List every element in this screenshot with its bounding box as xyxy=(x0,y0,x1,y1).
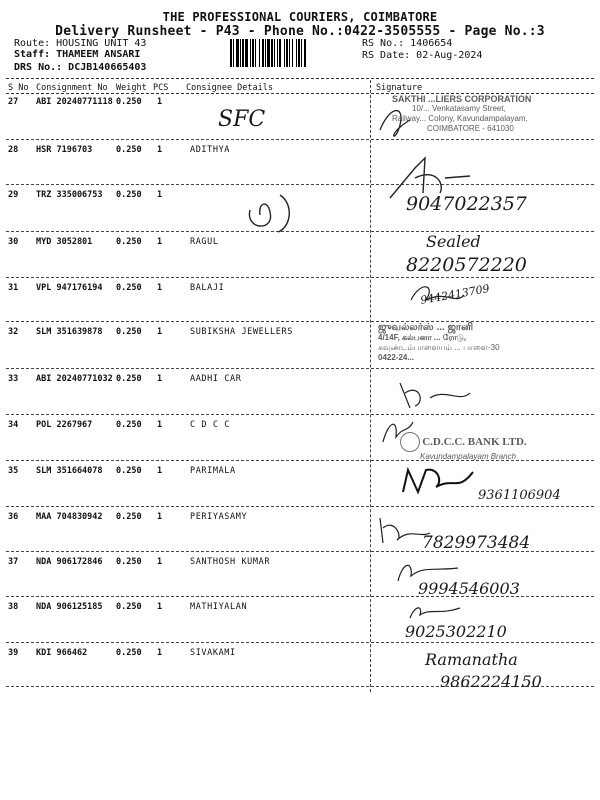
row-weight: 0.250 xyxy=(116,145,142,155)
row-pcs: 1 xyxy=(157,420,163,430)
row-consignment: SLM 351664078 xyxy=(36,466,103,476)
handwritten-phone-36: 7829973484 xyxy=(422,533,531,553)
squiggle-29 xyxy=(240,190,300,235)
staff-label: Staff: THAMEEM ANSARI xyxy=(14,49,141,60)
col-header-pcs: PCS xyxy=(153,83,169,93)
row-sno: 38 xyxy=(8,602,19,612)
row-weight: 0.250 xyxy=(116,327,142,337)
stamp-line: SAKTHI ...LIERS CORPORATION xyxy=(392,94,532,104)
row-consignee: PARIMALA xyxy=(190,466,236,476)
col-header-details: Consignee Details xyxy=(186,83,273,93)
row-consignee: AADHI CAR xyxy=(190,374,242,384)
row-consignee: RAGUL xyxy=(190,237,219,247)
row-consignment: MYD 3052801 xyxy=(36,237,93,247)
handwritten-phone-37: 9994546003 xyxy=(418,579,520,598)
handwritten-phone-29: 9047022357 xyxy=(406,193,527,215)
row-divider xyxy=(6,321,594,322)
row-sno: 37 xyxy=(8,557,19,567)
row-pcs: 1 xyxy=(157,327,163,337)
row-consignee: BALAJI xyxy=(190,283,225,293)
row-weight: 0.250 xyxy=(116,602,142,612)
row-sno: 30 xyxy=(8,237,19,247)
handwritten-sfc: SFC xyxy=(218,107,266,132)
row-sno: 34 xyxy=(8,420,19,430)
row-consignee: PERIYASAMY xyxy=(190,512,248,522)
col-header-sno: S No xyxy=(8,83,29,93)
drs-number: DRS No.: DCJB140665403 xyxy=(14,62,147,73)
row-pcs: 1 xyxy=(157,190,163,200)
row-weight: 0.250 xyxy=(116,97,142,107)
row-pcs: 1 xyxy=(157,466,163,476)
handwritten-phone-31: 9442413709 xyxy=(419,282,491,307)
row-consignee: C D C C xyxy=(190,420,231,430)
row-consignment: ABI 20240771032 xyxy=(36,374,113,384)
row-sno: 29 xyxy=(8,190,19,200)
col-header-signature: Signature xyxy=(376,83,423,93)
stamp-line: 0422-24... xyxy=(378,353,415,362)
row-pcs: 1 xyxy=(157,283,163,293)
stamp-line: 10/... Venkatasamy Street, xyxy=(412,104,506,113)
row-weight: 0.250 xyxy=(116,512,142,522)
handwritten-name-39: Ramanatha xyxy=(425,650,518,669)
row-weight: 0.250 xyxy=(116,557,142,567)
row-sno: 31 xyxy=(8,283,19,293)
handwritten-phone-39: 9862224150 xyxy=(440,672,542,691)
row-consignment: KDI 966462 xyxy=(36,648,88,658)
row-weight: 0.250 xyxy=(116,374,142,384)
row-divider xyxy=(6,277,594,278)
row-divider xyxy=(6,414,594,415)
row-consignment: NDA 906172846 xyxy=(36,557,103,567)
handwritten-seal-30: Sealed xyxy=(426,232,481,251)
row-pcs: 1 xyxy=(157,602,163,612)
row-consignee: SUBIKSHA JEWELLERS xyxy=(190,327,293,337)
page-title: THE PROFESSIONAL COURIERS, COIMBATORE xyxy=(162,10,438,24)
row-pcs: 1 xyxy=(157,374,163,384)
stamp-line: Kavundampalayam Branch xyxy=(420,452,517,461)
bank-stamp xyxy=(400,432,590,462)
row-sno: 36 xyxy=(8,512,19,522)
stamp-line: 4/14F, கல்பனா ... ரோடு, xyxy=(378,333,467,342)
signature-column-divider xyxy=(370,80,371,692)
handwritten-phone-38: 9025302210 xyxy=(405,622,507,641)
row-consignment: TRZ 335006753 xyxy=(36,190,103,200)
signature-38 xyxy=(405,600,465,622)
row-consignment: ABI 20240771118 xyxy=(36,97,113,107)
signature-27 xyxy=(370,100,430,140)
row-pcs: 1 xyxy=(157,557,163,567)
row-sno: 33 xyxy=(8,374,19,384)
col-header-weight: Weight xyxy=(116,83,147,93)
stamp-line: கவுண்டம்பாளையம் ... பாளை-30 xyxy=(378,343,500,352)
row-divider xyxy=(6,184,594,185)
route-label: Route: HOUSING UNIT 43 xyxy=(14,38,147,49)
stamp-line: Railway... Colony, Kavundampalayam, xyxy=(392,114,528,123)
row-consignee: SIVAKAMI xyxy=(190,648,236,658)
row-weight: 0.250 xyxy=(116,190,142,200)
row-consignment: SLM 351639878 xyxy=(36,327,103,337)
signature-33 xyxy=(395,378,475,413)
row-consignment: HSR 7196703 xyxy=(36,145,93,155)
row-divider xyxy=(6,231,594,232)
row-divider xyxy=(6,506,594,507)
row-consignment: VPL 947176194 xyxy=(36,283,103,293)
header-divider xyxy=(6,78,594,79)
row-consignment: MAA 704830942 xyxy=(36,512,103,522)
row-consignment: POL 2267967 xyxy=(36,420,93,430)
stamp-line: ஜுவல்லர்ஸ் ... ஜானி xyxy=(378,322,474,333)
row-consignee: SANTHOSH KUMAR xyxy=(190,557,271,567)
row-pcs: 1 xyxy=(157,512,163,522)
row-sno: 32 xyxy=(8,327,19,337)
runsheet-subtitle: Delivery Runsheet - P43 - Phone No.:0422-3505555 - Page No.:3 xyxy=(55,24,545,39)
handwritten-phone-30: 8220572220 xyxy=(406,254,527,276)
row-sno: 27 xyxy=(8,97,19,107)
row-weight: 0.250 xyxy=(116,237,142,247)
row-sno: 35 xyxy=(8,466,19,476)
row-pcs: 1 xyxy=(157,648,163,658)
barcode-bar xyxy=(306,39,307,67)
stamp-line: C.D.C.C. BANK LTD. xyxy=(422,436,527,448)
row-sno: 28 xyxy=(8,145,19,155)
row-divider xyxy=(6,139,594,140)
barcode xyxy=(230,39,350,67)
row-divider xyxy=(6,368,594,369)
row-weight: 0.250 xyxy=(116,420,142,430)
row-pcs: 1 xyxy=(157,145,163,155)
row-weight: 0.250 xyxy=(116,283,142,293)
row-consignee: MATHIYALAN xyxy=(190,602,248,612)
row-divider xyxy=(6,642,594,643)
jewellers-stamp xyxy=(378,323,593,363)
col-header-consignment: Consignment No xyxy=(36,83,108,93)
bank-logo-icon xyxy=(400,432,420,452)
row-pcs: 1 xyxy=(157,97,163,107)
row-weight: 0.250 xyxy=(116,466,142,476)
row-sno: 39 xyxy=(8,648,19,658)
stamp-line: COIMBATORE - 641030 xyxy=(427,124,514,133)
rs-date: RS Date: 02-Aug-2024 xyxy=(362,50,483,61)
row-consignee: ADITHYA xyxy=(190,145,231,155)
row-weight: 0.250 xyxy=(116,648,142,658)
handwritten-phone-35: 9361106904 xyxy=(478,488,561,503)
row-pcs: 1 xyxy=(157,237,163,247)
row-consignment: NDA 906125185 xyxy=(36,602,103,612)
rs-number: RS No.: 1406654 xyxy=(362,38,453,49)
signature-35 xyxy=(398,462,488,502)
